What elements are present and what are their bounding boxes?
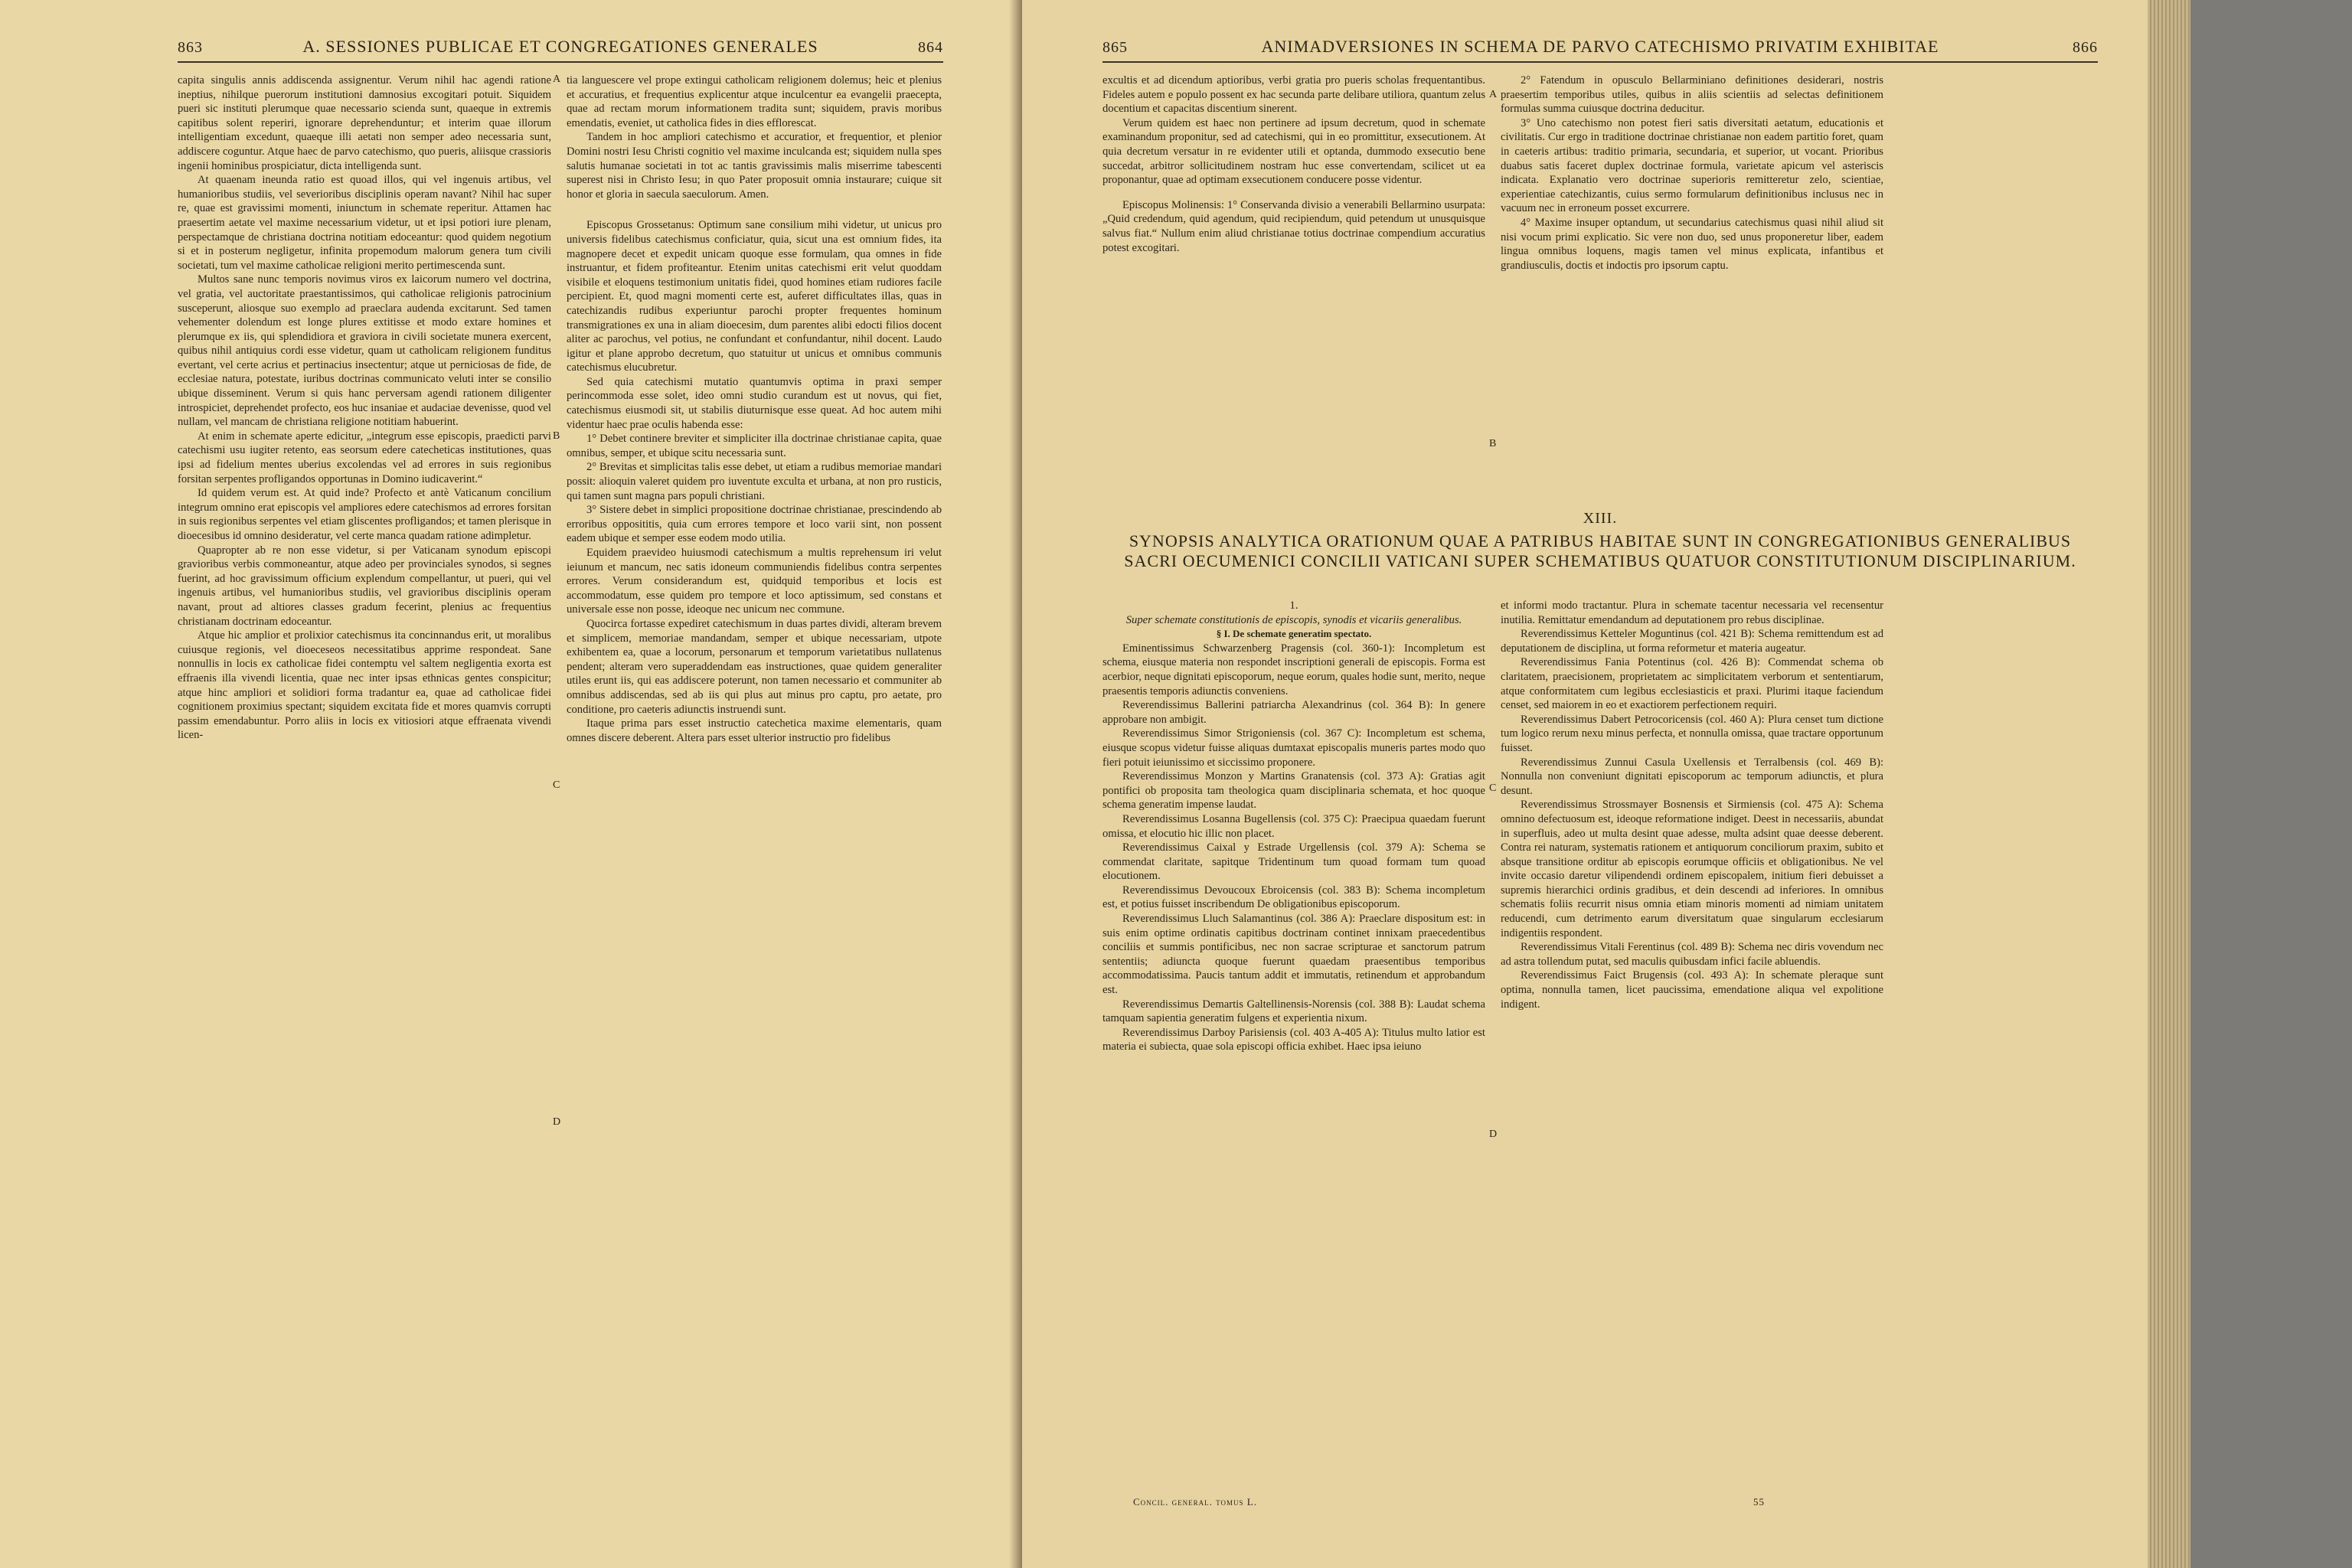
paragraph: Episcopus Molinensis: 1° Conservanda divisio a venerabili Bellarmino usurpata: „Quid credendum, quid agendum, quid recipiendum, quid petendum ut unusquisque salvus fiat.“ Nullum enim aliud christianae totius doctrinae compendium accuratius potest excogitari. <box>1102 198 1485 254</box>
book-edge-background <box>2148 0 2352 1568</box>
paragraph: At enim in schemate aperte edicitur, „integrum esse episcopis, praedicti parvi catechismi usu iugiter retento, eas seorsum edere catecheticas institutiones, quas ipsi ad fidelium mentes uberius excolendas vel ad errores in suis regionibus forsitan serpentes profligandos opportunas in Domino iudicaverint.“ <box>178 430 551 485</box>
paragraph: Equidem praevideo huiusmodi catechismum a multis reprehensum iri velut ieiunum et mancum, nec satis idoneum communiendis fidelibus contra serpentes errores. Verum considerandum est, quidquid temporibus et locis est accommodatum, esse quidem pro tempore et loco aptissimum, sed constans et universale esse non posse, ideoque nec unicum nec commune. <box>567 547 942 616</box>
right-upper-column-1 <box>1102 74 1485 255</box>
paragraph: et informi modo tractantur. Plura in schemate tacentur necessaria vel recensentur inutilia. Remittatur emendandum ad deputationem pro rebus disciplinae. <box>1501 599 1883 626</box>
paragraph-heading: § I. De schemate generatim spectato. <box>1216 628 1372 640</box>
margin-mark-a: A <box>553 74 561 85</box>
right-header-rule <box>1102 61 2098 63</box>
paragraph: Itaque prima pars esset instructio catechetica maxime elementaris, quam omnes discere deberent. Altera pars esset ulterior instructio pro fidelibus <box>567 717 942 744</box>
paragraph: Reverendissimus Losanna Bugellensis (col. 375 C): Praecipua quaedam fuerunt omissa, et elocutio hic illic non placet. <box>1102 812 1485 840</box>
left-page-header <box>178 37 943 57</box>
paragraph: Verum quidem est haec non pertinere ad ipsum decretum, quod in schemate examinandum proponitur, sed ad catechismi, qui in eo promittitur, exsecutionem. At quia decretum versatur in re evidenter utili et optanda, dummodo exsecutio bene succedat, arbitror sollicitudinem nostram huc esse convertendam, scilicet ut ea proponantur, quae ad optimam exsecutionem conducere posse videntur. <box>1102 116 1485 187</box>
sheet-number: 55 <box>1753 1496 1765 1508</box>
paragraph: 3° Uno catechismo non potest fieri satis diversitati aetatum, educationis et civilitatis. Cur ergo in traditione doctrinae christianae non eadem partitio foret, quam in caeteris artibus: traditio primaria, secundaria, et superior, ut vocant. Prioribus duabus satis faceret duplex doctrinae formula, varietate apicum vel asteriscis indicata. Explanatio vero doctrinae superioris remitteretur zelo, scientiae, experientiae catechizantis, cuius sermo formularum definitionibus inclusus nec in vacuum nec in erroneum posset excurrere. <box>1501 116 1883 215</box>
left-header-rule <box>178 61 943 63</box>
paragraph: Multos sane nunc temporis novimus viros ex laicorum numero vel doctrina, vel gratia, vel auctoritate praestantissimos, qui catholicae religionis patrocinium susceperunt, aliosque suo exemplo ad praeclara audenda excitarunt. Sed tamen vehementer dolendum est longe plures extitisse et modo extare homines et plerumque ex iis, qui splendidiora et graviora in civili societate munera exercent, quibus nihil antiquius cordi esse videtur, quam ut catholicam religionem funditus evertant, vel certe acrius et pertinacius insectentur; atque ut perniciosas de fide, de ecclesiae natura, potestate, iuribus doctrinas communicato veluti inter se consilio ubique disseminent. Verum si quis hanc perversam agendi rationem diligenter introspiciet, deprehendet profecto, eos huc insaniae et audaciae devenisse, quod vel nullam, vel mancam de christiana religione notitiam habuerint. <box>178 273 551 429</box>
margin-mark-c: C <box>1489 782 1497 794</box>
margin-mark-c: C <box>553 779 560 791</box>
paragraph: 2° Fatendum in opusculo Bellarminiano definitiones desiderari, nostris praesertim temporibus utiles, quibus in aliis scientiis ad selectas definitionem formulas summa cuiusque doctrina deducitur. <box>1501 74 1883 116</box>
right-lower-column-2 <box>1501 599 1883 1011</box>
paragraph: Reverendissimus Dabert Petrocoricensis (col. 460 A): Plura censet tum dictione tum logico rerum nexu minus perfecta, et nonnulla omissa, quae tractare opportunum fuisset. <box>1501 713 1883 754</box>
right-upper-column-2 <box>1501 74 1883 273</box>
paragraph: excultis et ad dicendum aptioribus, verbi gratia pro pueris scholas frequentantibus. Fideles autem e populo possent ex hac secunda parte delibare utiliora, quantum zelus docentium et capacitas discentium sinerent. <box>1102 74 1485 116</box>
signature-line: Concil. general. tomus L. <box>1133 1496 1257 1508</box>
right-page-header <box>1102 37 2098 57</box>
paragraph: Id quidem verum est. At quid inde? Profecto et antè Vaticanum concilium integrum omnino erat episcopis vel ampliores edere catechismos ad errores forsitan in suis regionibus serpentes vel etiam gliscentes profligandos; et tamen plerisque in dioecesibus id omnino desideratur, vel certe manca quadam ratione adimpletur. <box>178 487 551 542</box>
page-stack-edge <box>2148 0 2190 1568</box>
paragraph: At quaenam ineunda ratio est quoad illos, qui vel ingenuis artibus, vel humanioribus studiis, vel severioribus disciplinis operam navant? Nihil hac super re, quae est gravissimi momenti, iniunctum in schemate reperitur. Attamen hac praesertim aetate vel maxime necessarium videtur, ut et ipsi potiori iure plenam, perspectamque de christiana doctrina notitiam edoceantur: quod quidem negotium si et in posterum negligetur, infinita propemodum malorum genera tum civili societati, tum vel maxime catholicae religioni merito pertimescenda sunt. <box>178 174 551 272</box>
page-number-863: 863 <box>178 39 203 56</box>
paragraph: Reverendissimus Ballerini patriarcha Alexandrinus (col. 364 B): In genere approbare non ambigit. <box>1102 699 1485 726</box>
page-number-864: 864 <box>918 39 943 56</box>
paragraph: Sed quia catechismi mutatio quantumvis optima in praxi semper perincommoda esse solet, ideo omni studio curandum est ut novus, qui fiet, catechismus eiusmodi sit, ut stabilis diuturnisque esse queat. Ad hoc autem mihi videntur haec prae oculis habenda esse: <box>567 375 942 431</box>
margin-mark-d: D <box>1489 1129 1498 1140</box>
paragraph: Eminentissimus Schwarzenberg Pragensis (col. 360-1): Incompletum est schema, eiusque materia non respondet inscriptioni generali de episcopis. Forma est acerbior, neque dignitati episcoporum, neque eorum, quales hodie sunt, merito, neque praesentis temporis adiunctis conveniens. <box>1102 642 1485 697</box>
paragraph: 3° Sistere debet in simplici propositione doctrinae christianae, prescindendo ab erroribus opposititis, quia cum errores tempore et loco varii sint, non possent eadem ubique et semper esse eodem modo utilia. <box>567 504 942 545</box>
section-heading <box>1102 508 2098 571</box>
paragraph: 2° Brevitas et simplicitas talis esse debet, ut etiam a rudibus memoriae mandari possit: alioquin valeret quidem pro iuventute exculta et urbana, at non pro rusticis, qui tamen sunt magna pars populi christiani. <box>567 461 942 502</box>
paragraph: Tandem in hoc ampliori catechismo et accuratior, et frequentior, et plenior Domini nostri Iesu Christi cognitio vel maxime inculcanda est; siquidem nulla spes salutis humanae societati in tot ac tantis gravissimis malis miserrime tabescenti superest nisi in Christo Iesu; in quo Pater proposuit omnia instaurare; cuique sit honor et gloria in saecula saeculorum. Amen. <box>567 131 942 201</box>
paragraph: Reverendissimus Ketteler Moguntinus (col. 421 B): Schema remittendum est ad deputationem de disciplina, ut forma reformetur et materia augeatur. <box>1501 628 1883 655</box>
right-page <box>1022 0 2148 1568</box>
page-number-865: 865 <box>1102 39 1128 56</box>
page-number-866: 866 <box>2073 39 2098 56</box>
margin-mark-d: D <box>553 1116 561 1128</box>
right-lower-column-1 <box>1102 599 1485 1054</box>
paragraph: 1° Debet continere breviter et simpliciter illa doctrinae christianae capita, quae omnibus, semper, et ubique scitu necessaria sunt. <box>567 433 942 459</box>
margin-mark-b: B <box>553 430 560 442</box>
paragraph: Episcopus Grossetanus: Optimum sane consilium mihi videtur, ut unicus pro universis fidelibus catechismus conficiatur, quia, sicut una est omnium fides, ita magnopere decet et expedit unicam quoque esse formulam, qua omnes in fide instruantur, et fidem profiteantur. Etenim unitas catechismi erit velut quoddam visibile et eloquens testimonium unitatis fidei, quod homines etiam rudiores facile percipient. Et, quod magni momenti certe est, auferet difficultates illas, quas in catechizandis rudibus experiuntur parochi propter frequentes hominum transmigrationes ex una in aliam dioecesim, dum parentes alibi edocti filios docent aliter ac parochus, vel potius, ne confundant et confundantur, nihil docent. Laudo igitur et plane approbo decretum, quo statuitur ut unicus et omnibus communis catechismus elucubretur. <box>567 219 942 374</box>
left-column-1 <box>178 74 551 743</box>
paragraph: Reverendissimus Vitali Ferentinus (col. 489 B): Schema nec diris vovendum nec ad astra tollendum putat, sed maculis quibusdam infici facile abluendis. <box>1501 941 1883 968</box>
paragraph: Reverendissimus Strossmayer Bosnensis et Sirmiensis (col. 475 A): Schema omnino defectuosum est, ideoque reformatione indiget. Deest in necessariis, abundat in superfluis, adeo ut multa desint quae adesse, multa adsint quae deesse deberent. Contra rei naturam, systematis rationem et antiquorum conciliorum praxim, subito et absque transitione orditur ab episcopis eorumque officiis et obligationibus. Ne vel invite occasio daretur vilipendendi ordinem episcopalem, initium fieri debuisset a supremis hierarchici ordinis gradibus, et dein descendi ad inferiores. In omnibus schematis foliis recurrit nisus omnia etiam minoris momenti ad nimiam unitatem reducendi, cum detrimento earum diversitatum quae singularum ecclesiarum indigentiis respondent. <box>1501 799 1883 939</box>
subsection-title: Super schemate constitutionis de episcopis, synodis et vicariis generalibus. <box>1125 613 1462 626</box>
paragraph: capita singulis annis addiscenda assignentur. Verum nihil hac agendi ratione ineptius, nihilque puerorum institutioni damnosius excogitari potuit. Siquidem pueri sic instituti plerumque quae necessario scienda sunt, quaeque in extremis capitibus solent reperiri, ignorare deprehenduntur; et interim quae illorum intelligentiam excedunt, quaeque illi aetati non semper adeo necessaria sunt, addiscere coguntur. Atque haec de parvo catechismo, quo pueris, aliisque crassioris ingenii hominibus prospiciatur, dicta intelligenda sunt. <box>178 74 551 172</box>
margin-mark-b: B <box>1489 438 1497 449</box>
paragraph: Reverendissimus Faict Brugensis (col. 493 A): In schemate pleraque sunt optima, nonnulla tamen, licet paucissima, emendatione aliqua vel expolitione indigent. <box>1501 969 1883 1011</box>
paragraph: Reverendissimus Monzon y Martins Granatensis (col. 373 A): Gratias agit pontifici ob proposita tam theologica quam disciplinaria schemata, et hoc quoque schema generatim impense laudat. <box>1102 770 1485 812</box>
paragraph: Reverendissimus Lluch Salamantinus (col. 386 A): Praeclare dispositum est: in suis enim optime ordinatis capitibus doctrinam continet innixam praecedentibus conciliis et summis pontificibus, nec non sacrae scripturae et sanctorum patrum sententiis; adiuncta quoque fuerunt quaedam praesentibus temporibus accommodatissima. Paucis tantum addit et immutatis, retinendum et approbandum est. <box>1102 913 1485 997</box>
subsection-number: 1. <box>1289 599 1298 612</box>
paragraph: Reverendissimus Devoucoux Ebroicensis (col. 383 B): Schema incompletum est, et potius fuisset inscribendum De obligationibus episcoporum. <box>1102 884 1485 911</box>
paragraph: Quapropter ab re non esse videtur, si per Vaticanam synodum episcopi gravioribus verbis commoneantur, atque adeo per provinciales synodos, si segnes fuerint, ad hoc gravissimum officium explendum compellantur, ut pueri, qui vel ingenuis artibus, vel humanioribus studiis, vel gravioribus disciplinis operam navant, prout ad altiores classes gradum fecerint, plenius ac frequentius christianam doctrinam edoceantur. <box>178 544 551 628</box>
paragraph: Atque hic amplior et prolixior catechismus ita concinnandus erit, ut moralibus cuiusque regionis, vel dioeceseos necessitatibus apprime respondeat. Sane nonnullis in locis ex catholicae fidei contemptu vel saltem negligentia exorta est effraenis illa vivendi licentia, quae nec inter ipsas ethnicas gentes conspicitur; atque hinc ampliori et solidiori forma tradantur ea, quae ad catholicae fidei cognitionem proximius spectant; siquidem excitata fide et mores quamvis corrupti passim emendabuntur. Porro aliis in locis ex vitiosiori atque effraenata vivendi licen- <box>178 629 551 742</box>
right-running-title: ANIMADVERSIONES IN SCHEMA DE PARVO CATECHISMO PRIVATIM EXHIBITAE <box>1261 37 1939 56</box>
paragraph: Reverendissimus Simor Strigoniensis (col. 367 C): Incompletum est schema, eiusque scopus videtur fuisse aliquas dumtaxat episcopalis muneris partes modo quo fieri potuit ieiunissimo et siccissimo proponere. <box>1102 727 1485 769</box>
paragraph: 4° Maxime insuper optandum, ut secundarius catechismus quasi nihil aliud sit nisi vocum primi explicatio. Sic vere non duo, sed unus proponeretur liber, eadem lingua omnibus loquens, magis tamen vel minus explicata, infantibus et grandiusculis, doctis et indoctis pro ipsorum captu. <box>1501 216 1883 272</box>
paragraph: tia languescere vel prope extingui catholicam religionem dolemus; heic et plenius et accuratius, et frequentius explicentur atque inculcentur ea evangelii praecepta, quae ad rectam morum informationem tradita sunt; siquidem, pravis moribus emendatis, eveniet, ut catholica fides in dies efflorescat. <box>567 74 942 129</box>
left-page <box>0 0 1022 1568</box>
paragraph: Reverendissimus Darboy Parisiensis (col. 403 A-405 A): Titulus multo latior est materia ei subiecta, quae sola episcopi officia exhibet. Haec ipsa ieiuno <box>1102 1026 1485 1054</box>
paragraph: Reverendissimus Fania Potentinus (col. 426 B): Commendat schema ob claritatem, praecisionem, proprietatem ac simplicitatem verborum et sententiarum, atque conformitatem cum legibus ecclesiasticis et praxi. Plurimi itaque faciendum censet, sed maiorem in eo et exactiorem perfectionem requiri. <box>1501 656 1883 712</box>
left-column-2 <box>567 74 942 745</box>
left-running-title: A. SESSIONES PUBLICAE ET CONGREGATIONES GENERALES <box>302 37 818 56</box>
paragraph: Reverendissimus Caixal y Estrade Urgellensis (col. 379 A): Schema se commendat claritate, sapitque Tridentinum tum quoad formam tum quoad elocutionem. <box>1102 841 1485 883</box>
paragraph: Reverendissimus Demartis Galtellinensis-Norensis (col. 388 B): Laudat schema tamquam sapientia generatim fulgens et experientia nixum. <box>1102 998 1485 1025</box>
section-title: SYNOPSIS ANALYTICA ORATIONUM QUAE A PATRIBUS HABITAE SUNT IN CONGREGATIONIBUS GENERALIBUS SACRI OECUMENICI CONCILII VATICANI SUPER SCHEMATIBUS QUATUOR CONSTITUTIONUM DISCIPLINARIUM. <box>1124 531 2076 570</box>
paragraph: Reverendissimus Zunnui Casula Uxellensis et Terralbensis (col. 469 B): Nonnulla non conveniunt dignitati episcoporum ac temporum adiunctis, et plura desunt. <box>1501 756 1883 797</box>
paragraph: Quocirca fortasse expediret catechismum in duas partes dividi, alteram brevem et simplicem, memoriae mandandam, semper et ubique necessariam, utpote exhibentem ea, quae a locorum, personarum et temporum varietatibus nullatenus pendent; alteram vero superaddendam eas instructiones, quae quidem generaliter utiles erunt iis, qui eas addiscere poterunt, non tamen necessario et communiter ab omnibus addiscendas, sed ab iis qui plus aut minus pro captu, pro aetate, pro conditione, pro caeteris adiunctis instruendi sunt. <box>567 617 942 716</box>
margin-mark-a: A <box>1489 89 1498 100</box>
section-number: XIII. <box>1583 510 1618 527</box>
